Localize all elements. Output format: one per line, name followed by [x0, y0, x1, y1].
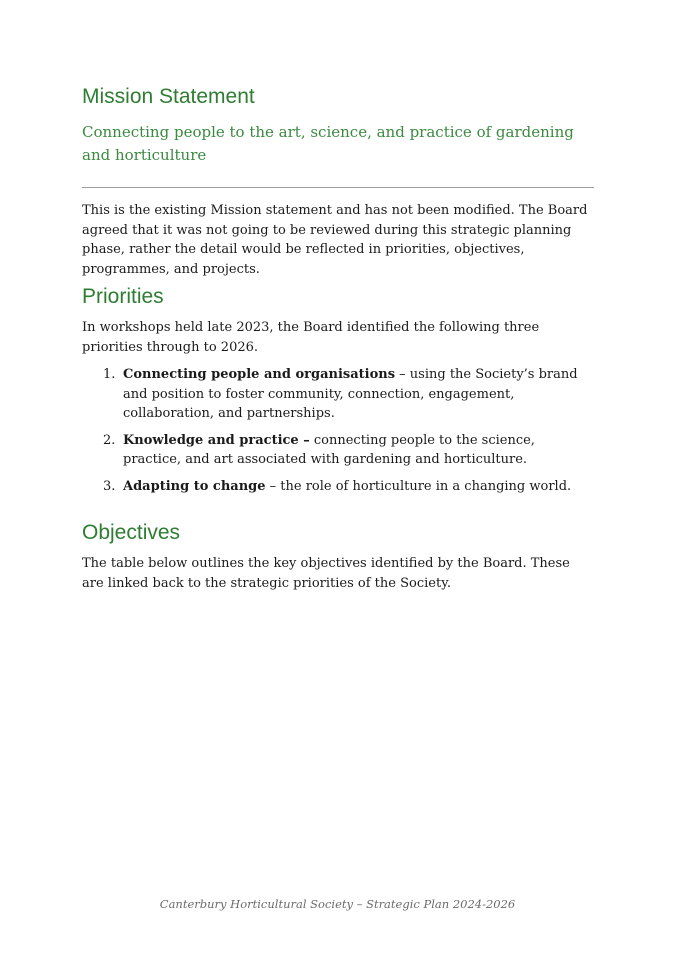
list-item — [82, 477, 594, 497]
list-item-title: Adapting to change — [123, 478, 266, 494]
list-item-number: 3. — [103, 478, 116, 494]
objectives-intro: The table below outlines the key objectives identified by the Board. These are linked back to the strategic priorities of the Society. — [82, 556, 570, 591]
list-item-text: – the role of horticulture in a changing world. — [265, 478, 572, 494]
section-divider — [82, 187, 594, 188]
list-item — [82, 431, 594, 470]
list-item-number: 2. — [103, 432, 116, 448]
list-item-text: – using the Society’s brand and position to foster community, connection, engagement, collaboration, and partnerships. — [123, 367, 578, 421]
list-item-number: 1. — [103, 367, 116, 382]
list-item — [82, 365, 594, 424]
list-item-title: Connecting people and organisations — [123, 367, 396, 382]
priorities-heading: Priorities — [82, 285, 164, 308]
list-item-title: Knowledge and practice – — [123, 432, 310, 448]
mission-heading: Mission Statement — [82, 85, 255, 108]
mission-note: This is the existing Mission statement and has not been modified. The Board agreed that it was not going to be reviewed during this strategic planning phase, rather the detail would be reflected in priorities, objectives, programmes, and projects. — [82, 203, 588, 277]
mission-statement: Connecting people to the art, science, and practice of gardening and horticulture — [82, 123, 574, 164]
list-item-text: connecting people to the science, practice, and art associated with gardening and horticulture. — [123, 432, 535, 467]
objectives-heading: Objectives — [82, 521, 181, 544]
priorities-intro: In workshops held late 2023, the Board identified the following three priorities through to 2026. — [82, 320, 540, 355]
priorities-list — [82, 365, 594, 503]
page-footer: Canterbury Horticultural Society – Strategic Plan 2024-2026 — [159, 897, 516, 911]
